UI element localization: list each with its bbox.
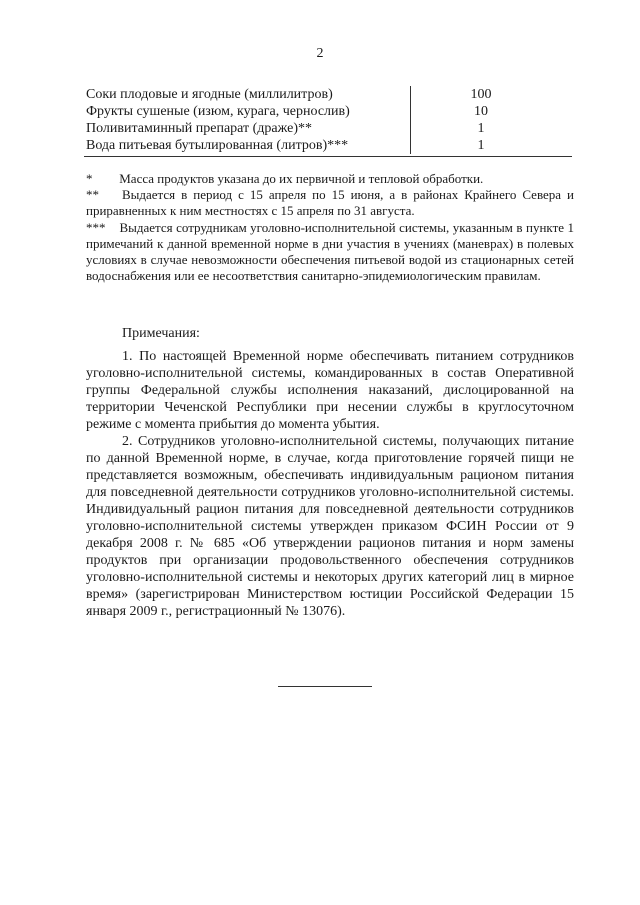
footnote-mark: *** <box>86 220 106 235</box>
notes-heading: Примечания: <box>122 326 200 341</box>
item-qty: 100 <box>470 87 492 102</box>
end-rule <box>278 686 372 687</box>
item-name: Поливитаминный препарат (драже)** <box>86 120 411 137</box>
item-qty: 10 <box>474 104 488 119</box>
footnote-2 <box>86 187 574 219</box>
table-row <box>86 86 551 103</box>
footnote-1 <box>86 171 574 187</box>
table-row <box>86 137 551 154</box>
footnote-divider <box>84 156 572 157</box>
note-paragraph: 1. По настоящей Временной норме обеспечивать питанием сотрудников уголовно-исполнительной системы, командированных в состав Оперативной группы Федеральной службы исполнения наказаний, дислоцированной на территории Чеченской Республики при несении службы в круглосуточном режиме с момента прибытия до момента убытия. <box>86 349 574 432</box>
footnote-mark: ** <box>86 187 99 202</box>
footnote-text: Выдается в период с 15 апреля по 15 июня, а в районах Крайнего Севера и приравненных к ним местностях с 15 апреля по 31 августа. <box>86 187 574 218</box>
table-row <box>86 120 551 137</box>
item-name: Вода питьевая бутылированная (литров)*** <box>86 137 411 154</box>
ration-table <box>86 86 551 154</box>
notes-section <box>86 325 574 620</box>
page-number: 2 <box>316 46 324 61</box>
footnote-3 <box>86 220 574 284</box>
item-qty: 1 <box>477 121 485 136</box>
footnote-text: Выдается сотрудникам уголовно-исполнительной системы, указанным в пункте 1 примечаний к данной временной норме в дни участия в учениях (маневрах) в полевых условиях в случае невозможности обеспечения питьевой водой из стационарных сетей водоснабжения или ее несоответствия санитарно-эпидемиологическим правилам. <box>86 220 574 283</box>
footnote-text: Масса продуктов указана до их первичной и тепловой обработки. <box>119 171 484 186</box>
note-paragraph: 2. Сотрудников уголовно-исполнительной системы, получающих питание по данной Временной норме, в случае, когда приготовление горячей пищи не представляется возможным, обеспечивать индивидуальным рационом питания для повседневной деятельности сотрудников уголовно-исполнительной системы. Индивидуальный рацион питания для повседневной деятельности сотрудников уголовно-исполнительной системы утвержден приказом ФСИН России от 9 декабря 2008 г. № 685 «Об утверждении рационов питания и норм замены продуктов при организации продовольственного обеспечения сотрудников уголовно-исполнительной системы и некоторых других категорий лиц в мирное время» (зарегистрирован Министерством юстиции Российской Федерации 15 января 2009 г., регистрационный № 13076). <box>86 434 574 619</box>
item-name: Соки плодовые и ягодные (миллилитров) <box>86 86 411 103</box>
item-name: Фрукты сушеные (изюм, курага, чернослив) <box>86 103 411 120</box>
table-row <box>86 103 551 120</box>
item-qty: 1 <box>477 138 485 153</box>
footnote-mark: * <box>86 171 93 186</box>
